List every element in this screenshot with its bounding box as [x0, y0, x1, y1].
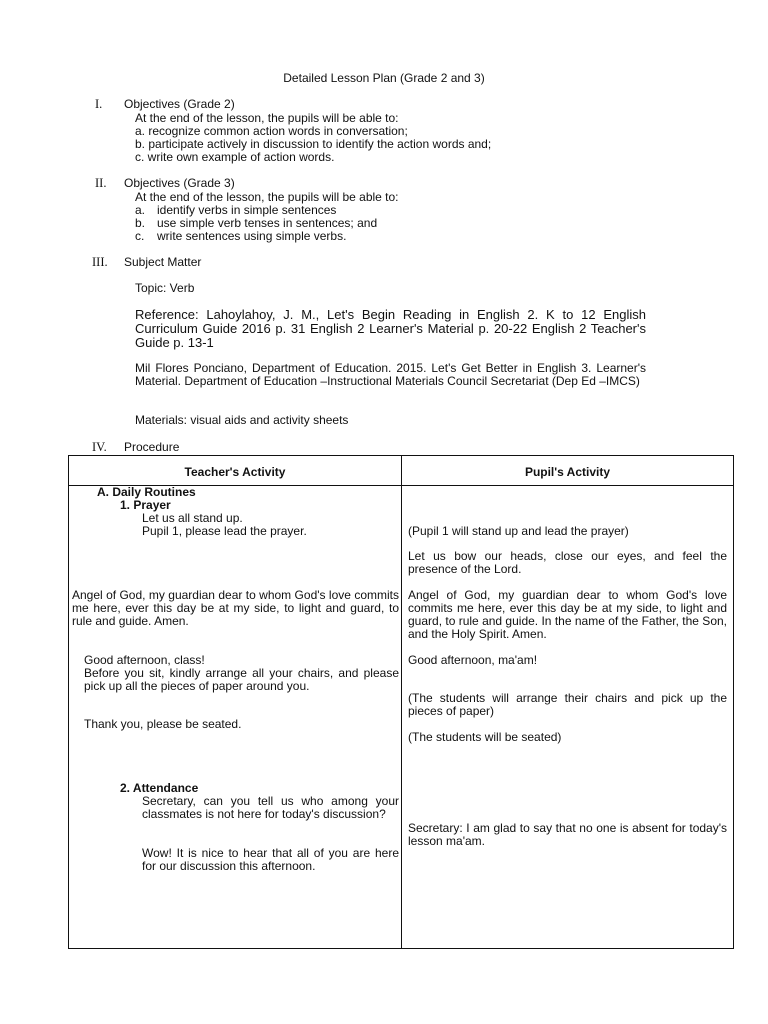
- objectives-intro: At the end of the lesson, the pupils will be able to:: [135, 111, 399, 125]
- pupil-line: (The students will be seated): [408, 730, 562, 744]
- section-heading: Objectives (Grade 2): [124, 97, 235, 111]
- objective-item: identify verbs in simple sentences: [157, 203, 337, 217]
- section-heading: Procedure: [124, 440, 180, 454]
- topic: Topic: Verb: [135, 281, 195, 295]
- objective-letter: a.: [135, 203, 146, 217]
- reference-secondary: Mil Flores Ponciano, Department of Education. 2015. Let's Get Better in English 3. Learner's Material. Department of Education –Instructional Materials Council Secretariat (Dep Ed –IMCS): [135, 361, 646, 388]
- prayer-heading: 1. Prayer: [120, 498, 171, 512]
- objective-item: use simple verb tenses in sentences; and: [157, 216, 378, 230]
- section-numeral: I.: [95, 97, 103, 111]
- objective-item: b. participate actively in discussion to identify the action words and;: [135, 137, 492, 151]
- section-numeral: II.: [95, 176, 107, 190]
- teacher-line: Before you sit, kindly arrange all your chairs, and please pick up all the pieces of paper around you.: [84, 666, 399, 693]
- page-title: Detailed Lesson Plan (Grade 2 and 3): [283, 71, 485, 85]
- objective-letter: c.: [135, 229, 145, 243]
- pupil-prayer: Angel of God, my guardian dear to whom God's love commits me here, ever this day be at my side, to light and guard, to rule and guide. In the name of the Father, the Son, and the Holy Spirit. Amen.: [408, 588, 727, 641]
- routines-heading: A. Daily Routines: [97, 485, 196, 499]
- teacher-column-header: Teacher's Activity: [184, 465, 286, 479]
- section-heading: Objectives (Grade 3): [124, 176, 235, 190]
- objective-item: write sentences using simple verbs.: [157, 229, 347, 243]
- pupil-line: Let us bow our heads, close our eyes, and feel the presence of the Lord.: [408, 549, 727, 576]
- objective-item: c. write own example of action words.: [135, 150, 335, 164]
- section-heading: Subject Matter: [124, 255, 202, 269]
- pupil-line: (Pupil 1 will stand up and lead the prayer): [408, 524, 629, 538]
- teacher-line: Wow! It is nice to hear that all of you are here for our discussion this afternoon.: [142, 846, 399, 873]
- objective-letter: b.: [135, 216, 146, 230]
- section-numeral: IV.: [92, 440, 107, 454]
- pupil-column-header: Pupil's Activity: [524, 465, 611, 479]
- teacher-prayer: Angel of God, my guardian dear to whom God's love commits me here, ever this day be at my side, to light and guard, to rule and guide. Amen.: [72, 588, 399, 628]
- objective-item: a. recognize common action words in conversation;: [135, 124, 408, 138]
- teacher-line: Pupil 1, please lead the prayer.: [142, 524, 307, 538]
- teacher-line: Thank you, please be seated.: [84, 717, 242, 731]
- pupil-line: Good afternoon, ma'am!: [408, 653, 538, 667]
- pupil-line: Secretary: I am glad to say that no one is absent for today's lesson ma'am.: [408, 821, 727, 848]
- teacher-line: Let us all stand up.: [142, 511, 243, 525]
- column-divider: [401, 456, 402, 948]
- teacher-line: Secretary, can you tell us who among your classmates is not here for today's discussion?: [142, 794, 399, 821]
- objectives-intro: At the end of the lesson, the pupils will be able to:: [135, 190, 399, 204]
- materials: Materials: visual aids and activity sheets: [135, 413, 349, 427]
- reference: Reference: Lahoylahoy, J. M., Let's Begin Reading in English 2. K to 12 English Curriculum Guide 2016 p. 31 English 2 Learner's Material p. 20-22 English 2 Teacher's Guide p. 13-1: [135, 307, 646, 350]
- teacher-line: Good afternoon, class!: [84, 653, 205, 667]
- section-numeral: III.: [92, 255, 108, 269]
- pupil-line: (The students will arrange their chairs and pick up the pieces of paper): [408, 691, 727, 718]
- attendance-heading: 2. Attendance: [120, 781, 199, 795]
- activity-table: [68, 455, 734, 949]
